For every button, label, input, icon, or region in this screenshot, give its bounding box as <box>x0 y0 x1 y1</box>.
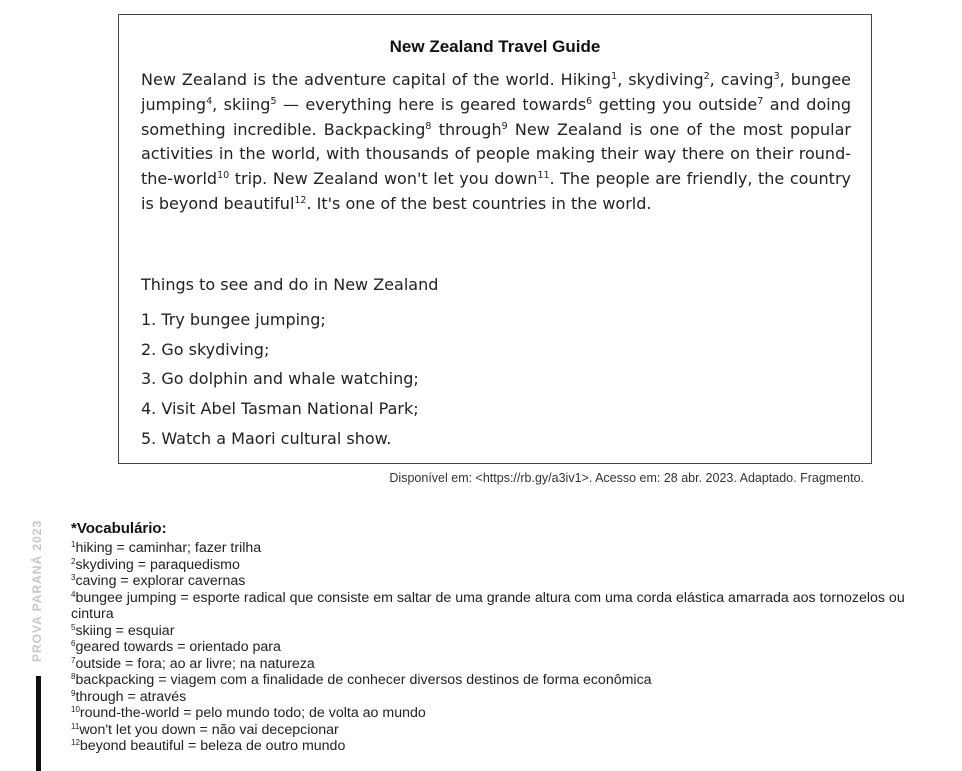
vocabulary-text: outside = fora; ao ar livre; na natureza <box>75 655 315 672</box>
list-item: 4. Visit Abel Tasman National Park; <box>141 399 419 419</box>
vocabulary-text: beyond beautiful = beleza de outro mundo <box>79 738 346 754</box>
vocabulary-item <box>71 623 941 640</box>
vocabulary-item <box>71 540 941 557</box>
footnote-marker: 6 <box>586 95 593 107</box>
footnote-marker: 12 <box>294 194 307 206</box>
vocabulary-title: *Vocabulário: <box>71 520 167 537</box>
vocabulary-number: 7 <box>71 655 76 665</box>
paragraph-text: , skydiving <box>617 70 704 89</box>
vocabulary-text: bungee jumping = esporte radical que consiste em saltar de uma grande altura com uma corda elástica amarrada aos tornozelos ou cintura <box>71 589 905 622</box>
list-item: 5. Watch a Maori cultural show. <box>141 428 392 448</box>
vocabulary-text: skiing = esquiar <box>75 622 175 639</box>
vocabulary-text: hiking = caminhar; fazer trilha <box>75 540 262 556</box>
paragraph-text: . It's one of the best countries in the world. <box>306 193 652 213</box>
footnote-marker: 9 <box>501 120 508 132</box>
paragraph-text: . The people are friendly, the country is beyond beautiful <box>141 169 852 213</box>
paragraph-text: New Zealand is one of the most popular activities in the world, with thousands of people making their way there on their round-the-world <box>141 119 852 189</box>
vocabulary-text: through = através <box>75 688 187 705</box>
vocabulary-number: 6 <box>71 639 76 648</box>
paragraph-text: through <box>431 119 502 139</box>
list-item: 3. Go dolphin and whale watching; <box>141 369 419 389</box>
article-title: New Zealand Travel Guide <box>389 37 601 56</box>
vocabulary-text: geared towards = orientado para <box>75 639 281 655</box>
paragraph-text: , caving <box>709 70 774 89</box>
list-heading: Things to see and do in New Zealand <box>141 275 439 294</box>
vocabulary-number: 2 <box>71 556 76 566</box>
paragraph-text: getting you outside <box>592 94 758 114</box>
paragraph-text: — everything here is geared towards <box>276 94 587 114</box>
vocabulary-number: 4 <box>71 589 76 599</box>
side-label: PROVA PARANÁ 2023 <box>30 519 44 662</box>
vocabulary-item <box>71 656 941 673</box>
vocabulary-number: 10 <box>71 705 80 714</box>
vocabulary-number: 12 <box>71 738 80 747</box>
paragraph-text: , skiing <box>212 94 271 114</box>
vocabulary-item <box>71 557 941 574</box>
side-bar <box>36 676 41 771</box>
list-item: 2. Go skydiving; <box>141 339 270 359</box>
vocabulary-number: 3 <box>71 573 76 582</box>
article-paragraph <box>141 68 851 217</box>
vocabulary-item <box>71 573 941 590</box>
vocabulary-text: round-the-world = pelo mundo todo; de volta ao mundo <box>79 705 426 721</box>
vocabulary-number: 1 <box>71 540 76 549</box>
footnote-marker: 7 <box>757 95 764 107</box>
vocabulary-text: won't let you down = não vai decepcionar <box>79 721 339 738</box>
vocabulary-item <box>71 738 941 755</box>
footnote-marker: 1 <box>611 71 618 82</box>
footnote-marker: 2 <box>703 71 710 82</box>
vocabulary-item <box>71 672 941 689</box>
vocabulary-text: skydiving = paraquedismo <box>75 556 240 573</box>
footnote-marker: 10 <box>217 170 230 182</box>
vocabulary-item <box>71 705 941 722</box>
vocabulary-item <box>71 590 941 623</box>
vocabulary-section <box>71 520 941 755</box>
footnote-marker: 8 <box>425 120 432 132</box>
vocabulary-text: backpacking = viagem com a finalidade de conhecer diversos destinos de forma econômica <box>75 672 652 688</box>
vocabulary-item <box>71 689 941 706</box>
paragraph-text: New Zealand is the adventure capital of the world. Hiking <box>141 70 612 89</box>
vocabulary-number: 9 <box>71 688 76 698</box>
footnote-marker: 11 <box>537 170 550 182</box>
footnote-marker: 5 <box>270 95 277 107</box>
vocabulary-item <box>71 722 941 739</box>
vocabulary-text: caving = explorar cavernas <box>75 573 246 589</box>
vocabulary-number: 8 <box>71 672 76 681</box>
activities-list <box>141 305 419 454</box>
paragraph-text: trip. New Zealand won't let you down <box>229 169 538 189</box>
vocabulary-item <box>71 639 941 656</box>
list-item: 1. Try bungee jumping; <box>141 310 326 329</box>
paragraph-text: and doing something incredible. Backpacking <box>141 94 851 139</box>
vocabulary-number: 5 <box>71 622 76 632</box>
footnote-marker: 4 <box>206 95 213 107</box>
paragraph-text: , bungee jumping <box>141 70 852 114</box>
vocabulary-list <box>71 540 941 755</box>
article-box <box>118 14 872 464</box>
footnote-marker: 3 <box>773 71 780 82</box>
source-citation: Disponível em: <https://rb.gy/a3iv1>. Acesso em: 28 abr. 2023. Adaptado. Fragmento. <box>389 471 864 485</box>
vocabulary-number: 11 <box>71 721 80 731</box>
